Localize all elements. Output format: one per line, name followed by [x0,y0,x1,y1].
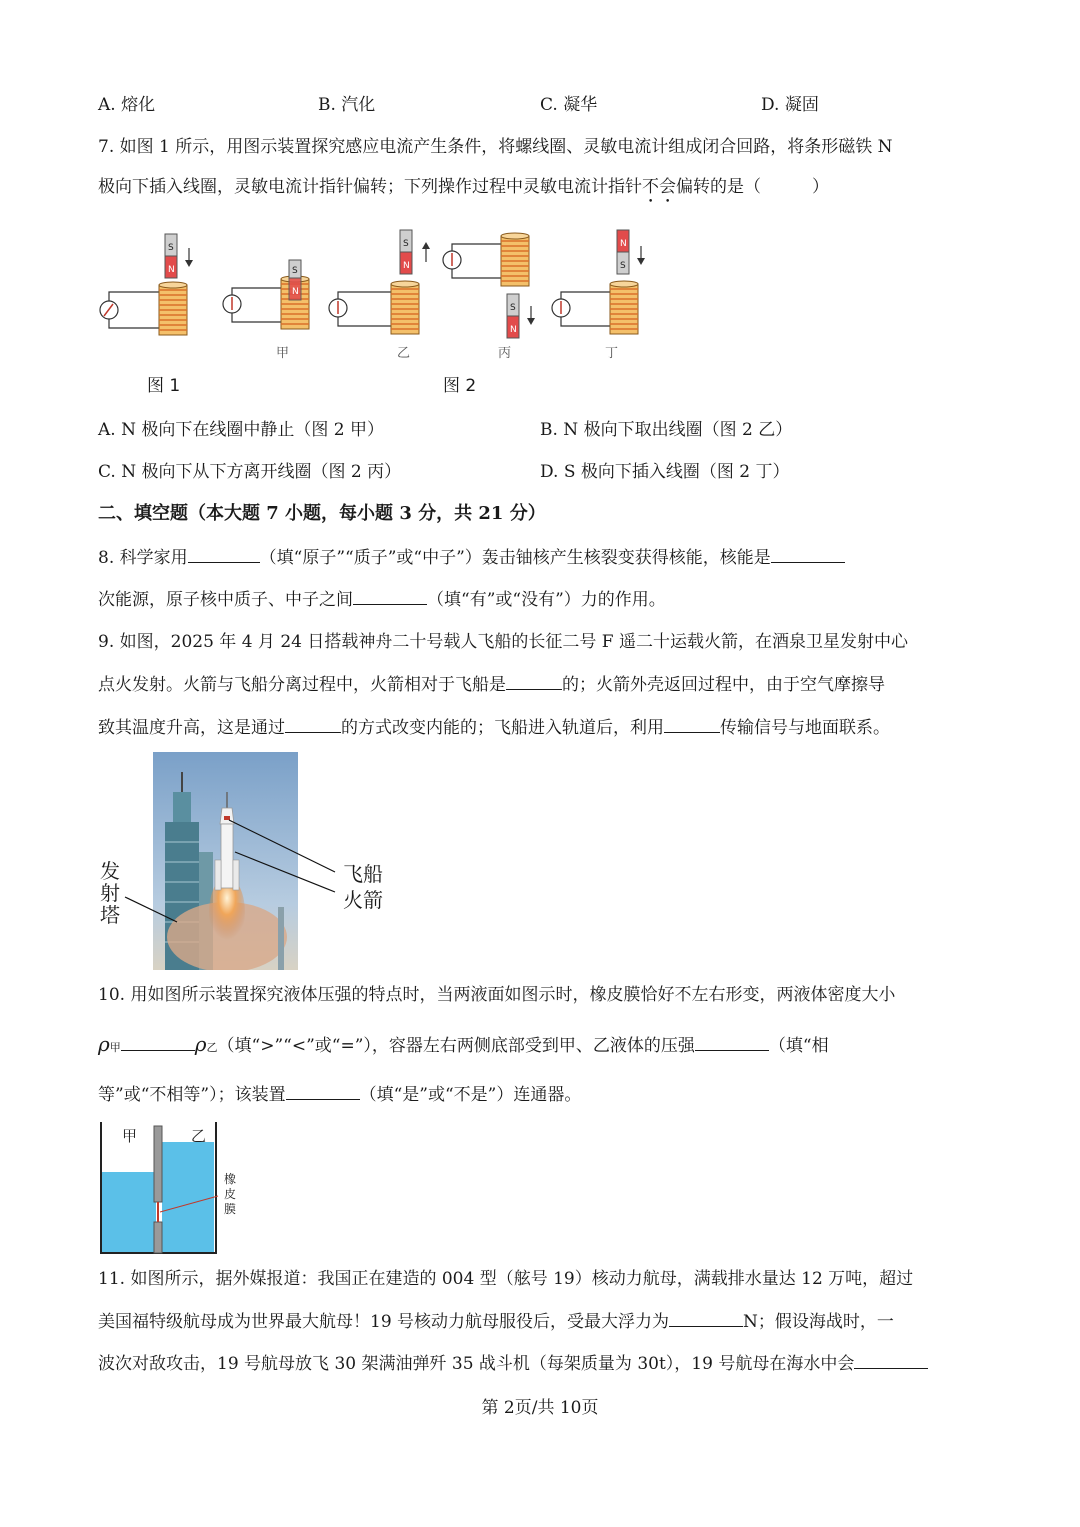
fig2-label-jia: 甲 [276,346,290,361]
fig2-label-ding: 丁 [605,346,619,361]
q11-line3 [98,1352,928,1375]
q11-blank-1[interactable] [669,1310,743,1327]
q9-blank-1[interactable] [506,673,562,690]
fig2-caption: 图 2 [443,376,477,396]
q8-blank-3[interactable] [353,588,427,605]
q7-stem-line2 [98,176,829,207]
q10-line1: 10. 用如图所示装置探究液体压强的特点时，当两液面如图示时，橡皮膜恰好不左右形变，两液体密度大小 [98,985,896,1005]
q9-label-ship: 飞船 [343,862,383,886]
q11-text: 美国福特级航母成为世界最大航母！19 号核动力航母服役后，受最大浮力为 [98,1312,670,1332]
q8-text: （填“原子”“质子”或“中子”）轰击铀核产生核裂变获得核能，核能是 [259,548,771,568]
q9-line1: 9. 如图，2025 年 4 月 24 日搭载神舟二十号载人飞船的长征二号 F 遥二十运载火箭，在酒泉卫星发射中心 [98,632,908,652]
q10-text: （填“>”“<”或“=”），容器左右两侧底部受到甲、乙液体的压强 [217,1036,695,1056]
q11-text: N；假设海战时，一 [743,1312,894,1332]
q7-stem-line1: 7. 如图 1 所示，用图示装置探究感应电流产生条件，将螺线圈、灵敏电流计组成闭合回路，将条形磁铁 N [98,137,893,157]
fig2-label-bing: 丙 [498,346,512,361]
q8-text: 次能源，原子核中质子、中子之间 [98,590,353,610]
q10-label-yi: 乙 [191,1127,207,1145]
q11-line1: 11. 如图所示，据外媒报道：我国正在建造的 004 型（舷号 19）核动力航母，满载排水量达 12 万吨，超过 [98,1269,914,1289]
svg-text:N: N [620,239,627,249]
svg-text:S: S [510,303,516,313]
q9-text: 致其温度升高，这是通过 [98,718,285,738]
q10-blank-3[interactable] [286,1083,360,1100]
svg-text:N: N [292,287,299,297]
q10-label-membrane: 橡 皮 膜 [224,1172,237,1216]
q9-text: 点火发射。火箭与飞船分离过程中，火箭相对于飞船是 [98,675,506,695]
q11-blank-2[interactable] [854,1352,928,1369]
rho-symbol: ρ [98,1032,110,1056]
q6-option-d: D. 凝固 [761,95,819,115]
q8-text: （填“有”或“没有”）力的作用。 [427,590,666,610]
fig2-jia [223,260,309,329]
q10-blank-1[interactable] [121,1034,195,1051]
q8-blank-1[interactable] [188,546,260,563]
q6-option-c: C. 凝华 [540,95,598,115]
fig2-ding [552,230,645,334]
q10-text: （填“相 [768,1036,829,1056]
page-footer: 第 2页/共 10页 [481,1398,599,1418]
q8-blank-2[interactable] [771,546,845,563]
section2-heading: 二、填空题（本大题 7 小题，每小题 3 分，共 21 分） [98,503,546,524]
rho-sub-jia: 甲 [109,1041,121,1054]
q9-line2 [98,673,885,696]
q10-line3 [98,1083,581,1106]
svg-text:N: N [403,261,410,271]
q7-option-c: C. N 极向下从下方离开线圈（图 2 丙） [98,462,402,482]
q10-blank-2[interactable] [695,1034,769,1051]
fig1-caption: 图 1 [147,376,181,396]
q7-option-d: D. S 极向下插入线圈（图 2 丁） [540,462,790,482]
q9-text: 传输信号与地面联系。 [720,718,890,738]
fig2-yi [329,230,430,334]
svg-text:S: S [403,239,409,249]
q10-text: （填“是”或“不是”）连通器。 [359,1085,582,1105]
fig1-magnet-n: N [168,265,175,275]
q7-emphasis: 不会 [642,177,676,197]
q7-option-b: B. N 极向下取出线圈（图 2 乙） [540,420,793,440]
fig2-label-yi: 乙 [397,346,411,361]
rho-sub-yi: 乙 [206,1041,218,1054]
fig1-magnet-s: S [168,243,174,253]
q7-stem-part: 极向下插入线圈，灵敏电流计指针偏转；下列操作过程中灵敏电流计指针 [98,177,642,197]
svg-text:S: S [292,266,298,276]
q11-text: 波次对敌攻击，19 号航母放飞 30 架满油弹歼 35 战斗机（每架质量为 30t），19 号航母在海水中会 [98,1354,855,1374]
q7-figure-induction [95,222,655,367]
q9-label-tower: 发 射 塔 [100,859,120,927]
q9-label-rocket: 火箭 [343,888,383,912]
q7-stem-part: 偏转的是（ ） [676,177,829,197]
q11-line2 [98,1310,894,1333]
q9-blank-3[interactable] [664,716,720,733]
q6-option-a: A. 熔化 [98,95,156,115]
q10-label-jia: 甲 [122,1127,138,1145]
fig2-bing [443,233,535,338]
q9-text: 的方式改变内能的；飞船进入轨道后，利用 [341,718,664,738]
q9-line3 [98,716,890,739]
q6-option-b: B. 汽化 [318,95,376,115]
svg-text:S: S [620,261,626,271]
fig1-circuit [100,234,193,335]
rho-symbol: ρ [194,1032,207,1056]
svg-text:N: N [510,325,517,335]
q10-line2 [98,1033,829,1059]
q8-line2 [98,588,666,611]
q8-text: 8. 科学家用 [98,548,188,568]
q9-text: 的；火箭外壳返回过程中，由于空气摩擦导 [562,675,885,695]
q10-text: 等”或“不相等”）；该装置 [98,1085,286,1105]
q9-blank-2[interactable] [285,716,341,733]
q7-option-a: A. N 极向下在线圈中静止（图 2 甲） [98,420,384,440]
q8-line1 [98,546,845,569]
